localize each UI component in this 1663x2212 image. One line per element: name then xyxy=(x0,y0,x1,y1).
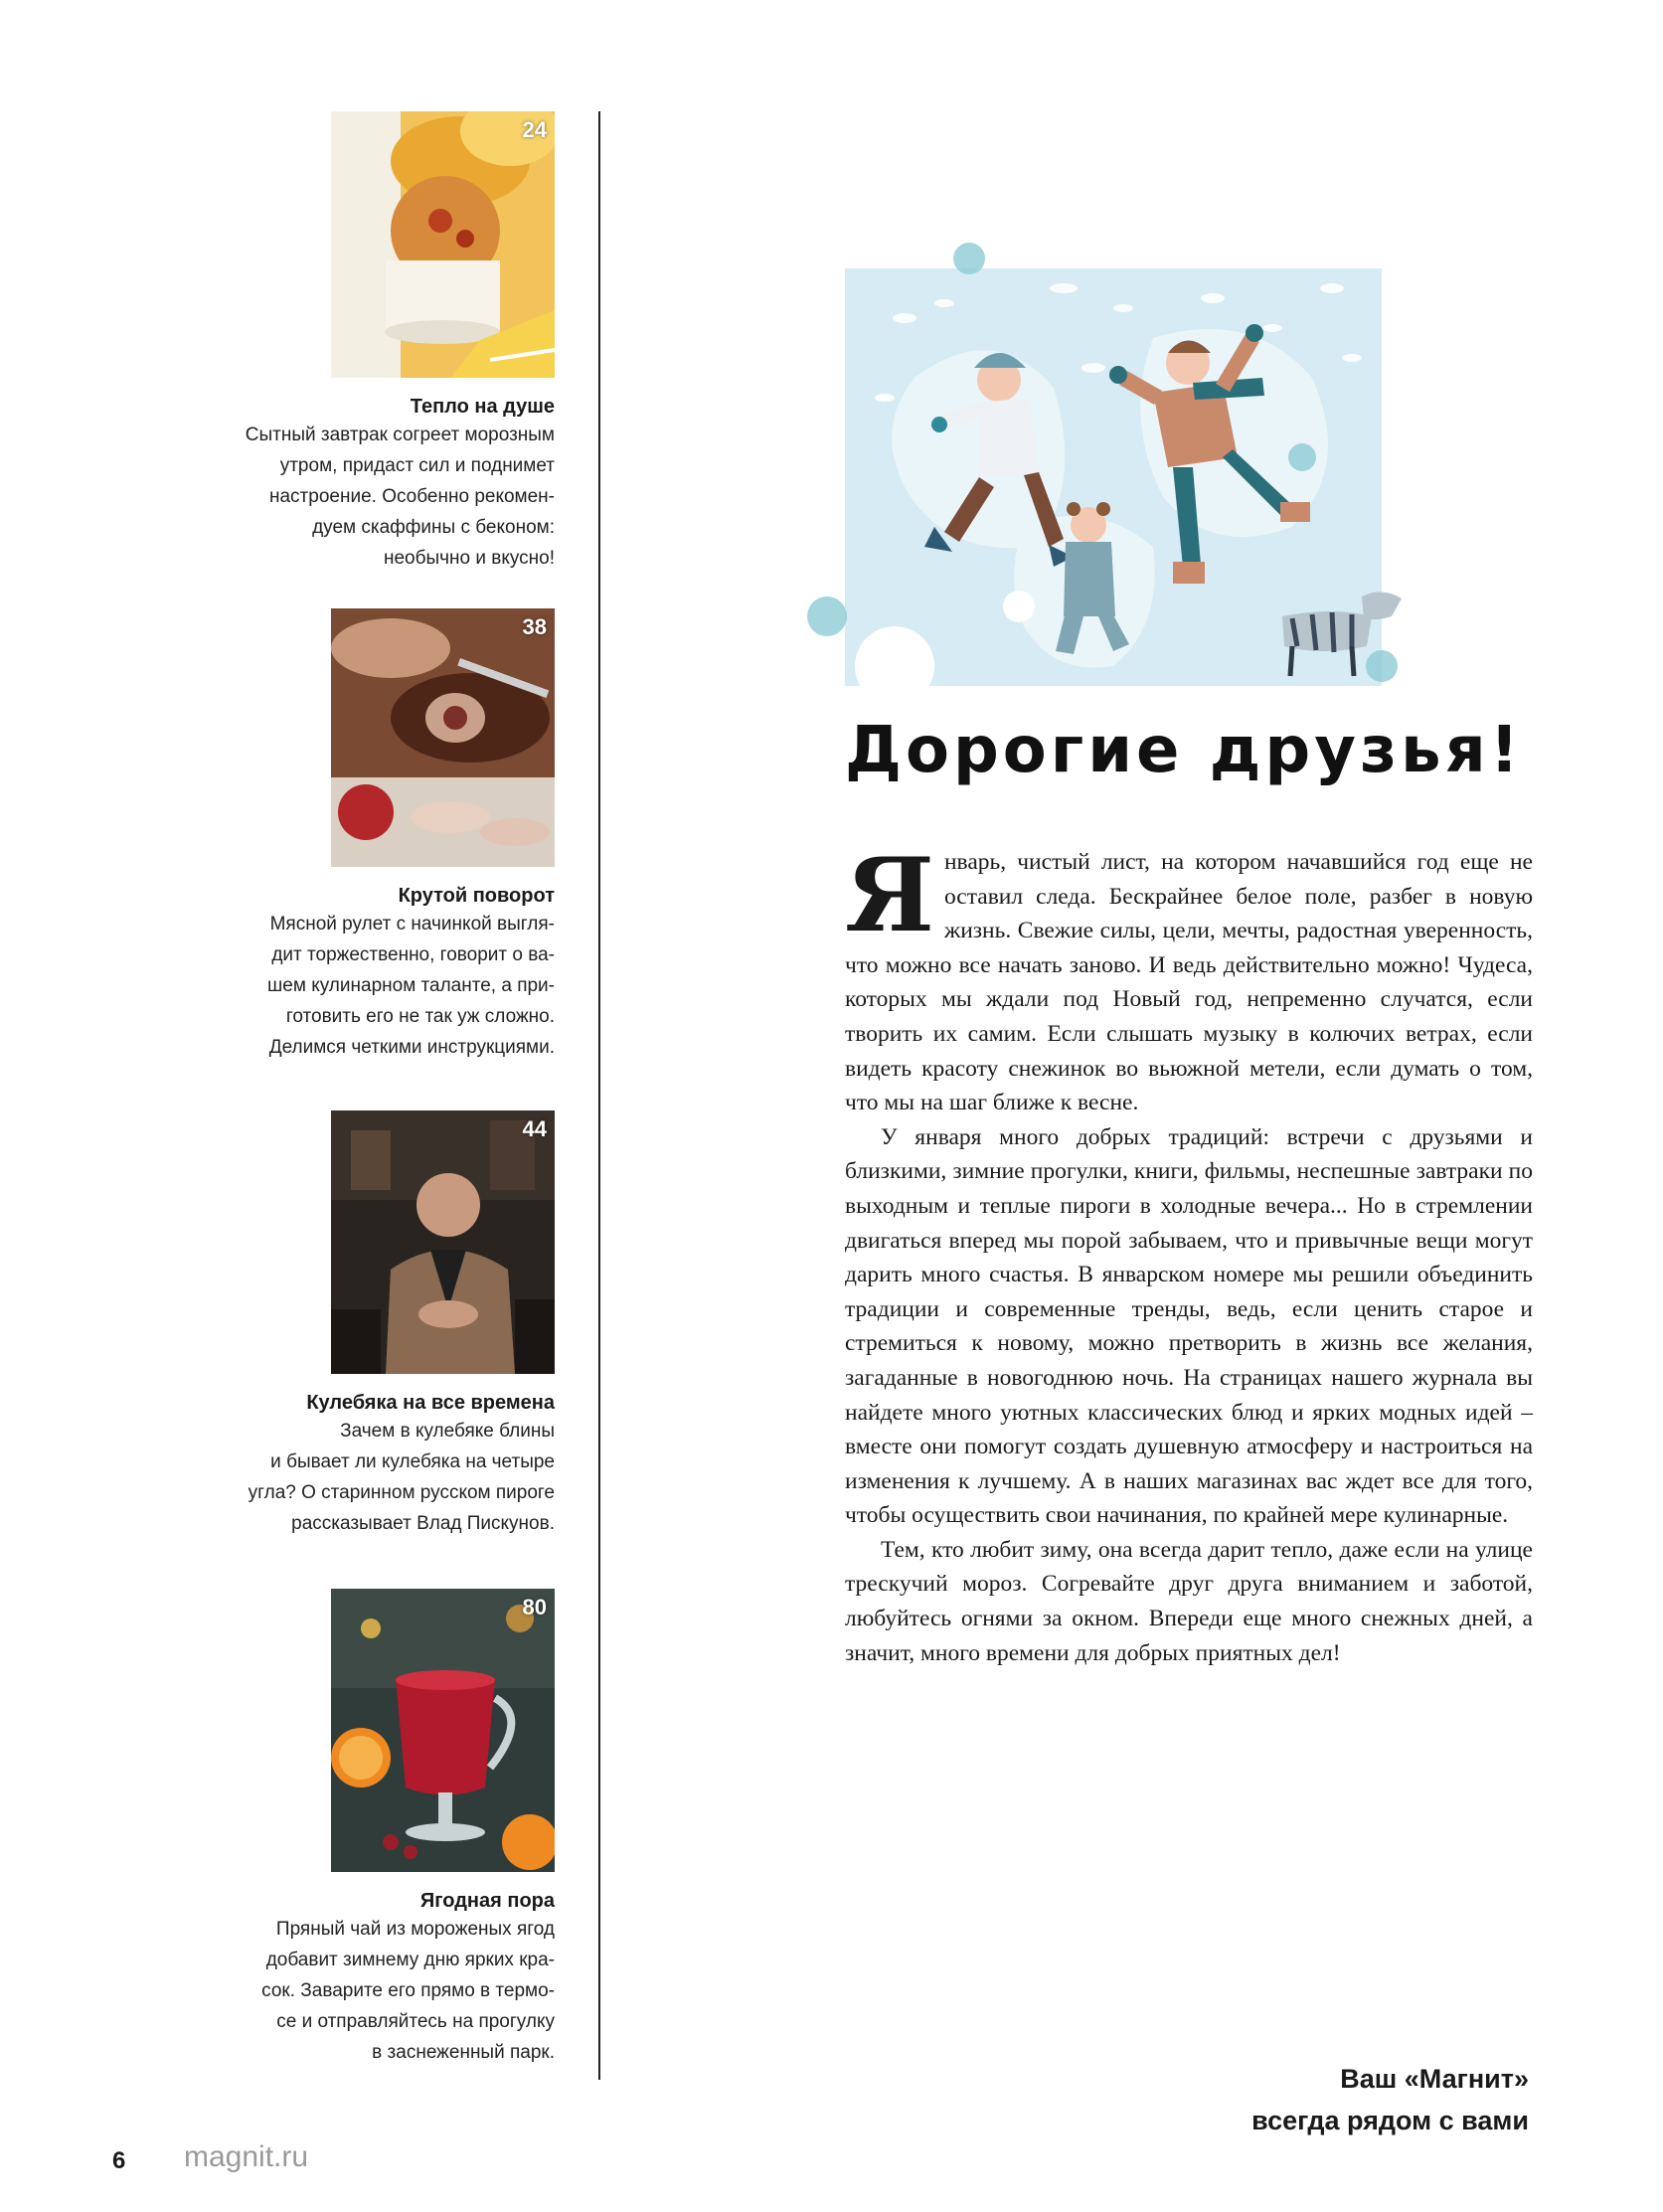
toc-title: Ягодная пора xyxy=(419,1890,555,1912)
toc-title: Тепло на душе xyxy=(410,396,555,418)
toc-image-meatloaf[interactable] xyxy=(331,608,555,867)
site-link[interactable]: magnit.ru xyxy=(184,2140,309,2173)
toc-title: Кулебяка на все времена xyxy=(306,1392,555,1414)
toc-description: Зачем в кулебяке блины и бывает ли кулебяка на четыре угла? О старинном русском пироге рассказывает Влад Пискунов. xyxy=(248,1421,555,1534)
toc-page-number: 24 xyxy=(522,117,547,142)
toc-image-portrait[interactable] xyxy=(331,1110,555,1374)
toc-image-scuffins[interactable] xyxy=(331,111,555,378)
column-divider xyxy=(598,111,600,2080)
toc-page-number: 80 xyxy=(522,1595,547,1619)
toc-description: Мясной рулет с начинкой выгля- дит торжественно, говорит о ва- шем кулинарном таланте, а при- готовить его не так уж сложно. Делимся четкими инструкциями. xyxy=(267,914,555,1058)
drop-cap: Я xyxy=(845,836,934,955)
toc-title: Крутой поворот xyxy=(398,885,555,907)
paragraph-2: У января много добрых традиций: встречи с друзьями и близкими, зимние прогулки, книги, фильмы, неспешные завтраки по выходным и теплые пироги в холодные вечера... Но в стремлении двигаться вперед мы порой забываем, что и привычные вещи могут дарить много счастья. В январском номере мы решили объединить традиции и современные тренды, ведь, если ценить старое и стремиться к новому, можно претворить в жизнь все желания, загаданные в новогоднюю ночь. На страницах нашего журнала вы найдете много уютных классических блюд и ярких модных идей – вместе они помогут создать душевную атмосферу и настроиться на изменения к лучшему. А в наших магазинах вас ждет все для того, чтобы осуществить свои начинания, по крайней мере кулинарные. xyxy=(845,1123,1533,1529)
toc-page-number: 44 xyxy=(522,1116,547,1141)
toc-image-berry-tea[interactable] xyxy=(331,1589,555,1872)
signature: Ваш «Магнит» всегда рядом с вами xyxy=(1251,2064,1529,2135)
paragraph-3: Тем, кто любит зиму, она всегда дарит тепло, даже если на улице трескучий мороз. Согревайте друг друга вниманием и заботой, любуйтесь огнями за окном. Впереди еще много снежных дней, а значит, много времени для добрых приятных дел! xyxy=(845,1536,1533,1666)
toc-description: Пряный чай из мороженых ягод добавит зимнему дню ярких кра- сок. Заварите его прямо в термо- се и отправляйтесь на прогулку в заснеженный парк. xyxy=(261,1919,555,2063)
page-title: Дорогие друзья! xyxy=(845,714,1523,787)
toc-item-1[interactable] xyxy=(227,111,555,574)
toc-item-3[interactable] xyxy=(227,1110,555,1539)
winter-illustration xyxy=(795,229,1402,696)
editorial-text xyxy=(845,836,1533,1670)
paragraph-1: Январь, чистый лист, на котором начавшийся год еще не оставил следа. Бескрайнее белое поле, разбег в новую жизнь. Свежие силы, цели, мечты, радостная уверенность, что можно все начать заново. И ведь действительно можно! Чудеса, которых мы ждали под Новый год, непременно случатся, если творить их самим. Если слышать музыку в колючих ветрах, если видеть красоту снежинок во вьюжной метели, если думать о том, что мы на шаг ближе к весне. xyxy=(845,836,1533,1116)
toc-description: Сытный завтрак согреет морозным утром, придаст сил и поднимет настроение. Особенно рекомен- дуем скаффины с беконом: необычно и вкусно! xyxy=(245,425,555,569)
toc-item-4[interactable] xyxy=(227,1589,555,2068)
page-number: 6 xyxy=(112,2147,126,2174)
toc-page-number: 38 xyxy=(522,614,547,639)
toc-item-2[interactable] xyxy=(227,608,555,1063)
